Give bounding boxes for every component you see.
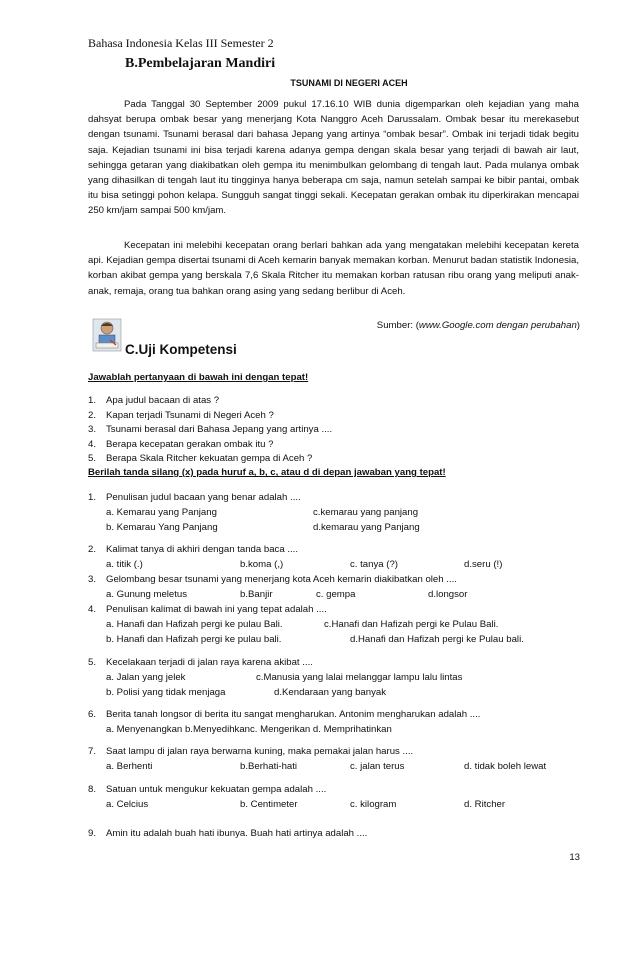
option-c: c.Hanafi dan Hafizah pergi ke Pulau Bali. [324,619,499,630]
question-number: 1. [88,395,97,406]
option-d: d. Ritcher [464,799,506,810]
question-text: Satuan untuk mengukur kekuatan gempa adalah .... [106,784,327,795]
option-d: d.Kendaraan yang banyak [274,687,387,698]
option-c: c. jalan terus [350,761,405,772]
mc-question-7: 7. Saat lampu di jalan raya berwarna kuning, maka pemakai jalan harus .... a. Berhenti b.Berhati-hati c. jalan terus d. tidak boleh lewat [88,746,547,772]
article-title: TSUNAMI DI NEGERI ACEH [290,78,408,88]
source-citation: Sumber: (www.Google.com dengan perubahan) [376,320,580,331]
section-c-heading: C.Uji Kompetensi [125,342,237,357]
section-b-heading: B.Pembelajaran Mandiri [125,56,276,71]
question-text: Gelombang besar tsunami yang menerjang kota Aceh kemarin diakibatkan oleh .... [106,574,457,585]
question-text: Saat lampu di jalan raya berwarna kuning, maka pemakai jalan harus .... [106,746,414,757]
option-c: c. kilogram [350,799,397,810]
question-text: Berapa kecepatan gerakan ombak itu ? [106,438,274,450]
mc-question-1: 1. Penulisan judul bacaan yang benar adalah .... a. Kemarau yang Panjang c.kemarau yang panjang b. Kemarau Yang Panjang d.kemarau yang Panjang [88,492,420,533]
option-a: a. Berhenti [106,761,153,772]
question-text: Berita tanah longsor di berita itu sangat mengharukan. Antonim mengharukan adalah .... [106,709,481,720]
article-paragraph-1: Pada Tanggal 30 September 2009 pukul 17.16.10 WIB dunia digemparkan oleh kejadian yang maha dahsyat berupa ombak besar yang menerjang Kota Nanggro Aceh Darussalam. Ombak besar itu merekasebut dengan tsunami. Tsunami berasal dari bahasa Jepang yang artinya “ombak besar”. Ombak ini terjadi tidak begitu saja. Kejadian tsunami ini bisa terjadi karena adanya gempa dengan skala besar yang terjadi di bawah air laut, sehingga getaran yang diakibatkan oleh gempa itu menimbulkan gelombang di tengah laut. Pada mulanya ombak yang dihasilkan di tengah laut itu tingginya hanya beberapa cm saja, namun setelah sampai ke bibir pantai, ombak itu bisa setinggi pohon kelapa. Sungguh sangat tinggi sekali. Kecepatan gerakan ombak itu diperkirakan mencapai 250 km/jam sampai 500 km/jam. [88,99,579,217]
option-d: d.seru (!) [464,559,503,570]
option-a: a. Jalan yang jelek [106,672,186,683]
question-text: Tsunami berasal dari Bahasa Jepang yang artinya .... [106,424,333,436]
mc-question-9: 9. Amin itu adalah buah hati ibunya. Buah hati artinya adalah .... [88,828,368,839]
essay-instruction: Jawablah pertanyaan di bawah ini dengan tepat! [88,372,309,383]
student-writing-icon [92,318,122,352]
question-text: Kalimat tanya di akhiri dengan tanda baca .... [106,544,298,555]
option-b: b.Berhati-hati [240,761,298,772]
question-text: Penulisan kalimat di bawah ini yang tepat adalah .... [106,604,327,615]
option-b: b. Centimeter [240,799,298,810]
mc-question-2: 2. Kalimat tanya di akhiri dengan tanda baca .... a. titik (.) b.koma (,) c. tanya (?) d.seru (!) [88,544,503,570]
option-b: b. Hanafi dan Hafizah pergi ke pulau bali. [106,634,282,645]
essay-question [88,438,588,453]
mc-question-6: 6. Berita tanah longsor di berita itu sangat mengharukan. Antonim mengharukan adalah .... a. Menyenangkan b.Menyedihkanc. Mengerikan d. Memprihatinkan [88,709,481,735]
option-b: b. Kemarau Yang Panjang [106,522,218,533]
question-number: 3. [88,424,97,436]
option-c: c.Manusia yang lalai melanggar lampu lalu lintas [256,672,463,683]
option-a: a. Gunung meletus [106,589,188,600]
essay-question [88,409,588,424]
article-paragraph-2: Kecepatan ini melebihi kecepatan orang berlari bahkan ada yang mengatakan melebihi kecepatan kereta api. Kejadian gempa disertai tsunami di Aceh kemarin banyak memakan korban. Menurut badan statistik Indonesia, korban akibat gempa yang berskala 7,6 Skala Ritcher itu memakan korban ratusan ribu orang yang meliputi anak-anak, remaja, orang tua bahkan orang asing yang sedang berlibur di Aceh. [88,240,579,297]
options-abcd: a. Menyenangkan b.Menyedihkanc. Mengerikan d. Memprihatinkan [106,724,392,735]
option-d: d. tidak boleh lewat [464,761,547,772]
mc-question-4: 4. Penulisan kalimat di bawah ini yang tepat adalah .... a. Hanafi dan Hafizah pergi ke pulau Bali. c.Hanafi dan Hafizah pergi ke Pulau Bali. b. Hanafi dan Hafizah pergi ke pulau bali. d.Hanafi dan Hafizah pergi ke Pulau bali. [88,604,524,645]
multiple-choice-instruction: Berilah tanda silang (x) pada huruf a, b, c, atau d di depan jawaban yang tepat! [88,467,446,478]
option-d: d.Hanafi dan Hafizah pergi ke Pulau bali. [350,634,524,645]
mc-question-8: 8. Satuan untuk mengukur kekuatan gempa adalah .... a. Celcius b. Centimeter c. kilogram d. Ritcher [88,784,506,810]
page-number: 13 [569,852,580,863]
essay-question-list [88,394,588,467]
essay-question [88,394,588,409]
option-a: a. Kemarau yang Panjang [106,507,217,518]
question-text: Amin itu adalah buah hati ibunya. Buah hati artinya adalah .... [106,828,368,839]
option-c: c. tanya (?) [350,559,398,570]
question-text: Apa judul bacaan di atas ? [106,395,220,406]
option-a: a. Hanafi dan Hafizah pergi ke pulau Bali. [106,619,283,630]
question-text: Kapan terjadi Tsunami di Negeri Aceh ? [106,409,274,421]
option-d: d.longsor [428,589,468,600]
option-b: b. Polisi yang tidak menjaga [106,687,226,698]
question-number: 5. [88,453,97,465]
mc-question-5: 5. Kecelakaan terjadi di jalan raya karena akibat .... a. Jalan yang jelek c.Manusia yang lalai melanggar lampu lalu lintas b. Polisi yang tidak menjaga d.Kendaraan yang banyak [88,657,463,698]
question-text: Kecelakaan terjadi di jalan raya karena akibat .... [106,657,313,668]
option-a: a. Celcius [106,799,149,810]
option-a: a. titik (.) [106,559,143,570]
option-b: b.Banjir [240,589,273,600]
essay-question [88,452,588,467]
option-c: c. gempa [316,589,356,600]
option-b: b.koma (,) [240,559,284,570]
mc-question-3: 3. Gelombang besar tsunami yang menerjang kota Aceh kemarin diakibatkan oleh .... a. Gunung meletus b.Banjir c. gempa d.longsor [88,574,468,600]
question-number: 2. [88,409,97,421]
question-number: 4. [88,438,97,450]
option-d: d.kemarau yang Panjang [313,522,420,533]
question-text: Berapa Skala Ritcher kekuatan gempa di Aceh ? [106,453,313,465]
page-header: Bahasa Indonesia Kelas III Semester 2 [88,36,274,50]
essay-question [88,423,588,438]
option-c: c.kemarau yang panjang [313,507,419,518]
question-text: Penulisan judul bacaan yang benar adalah .... [106,492,301,503]
